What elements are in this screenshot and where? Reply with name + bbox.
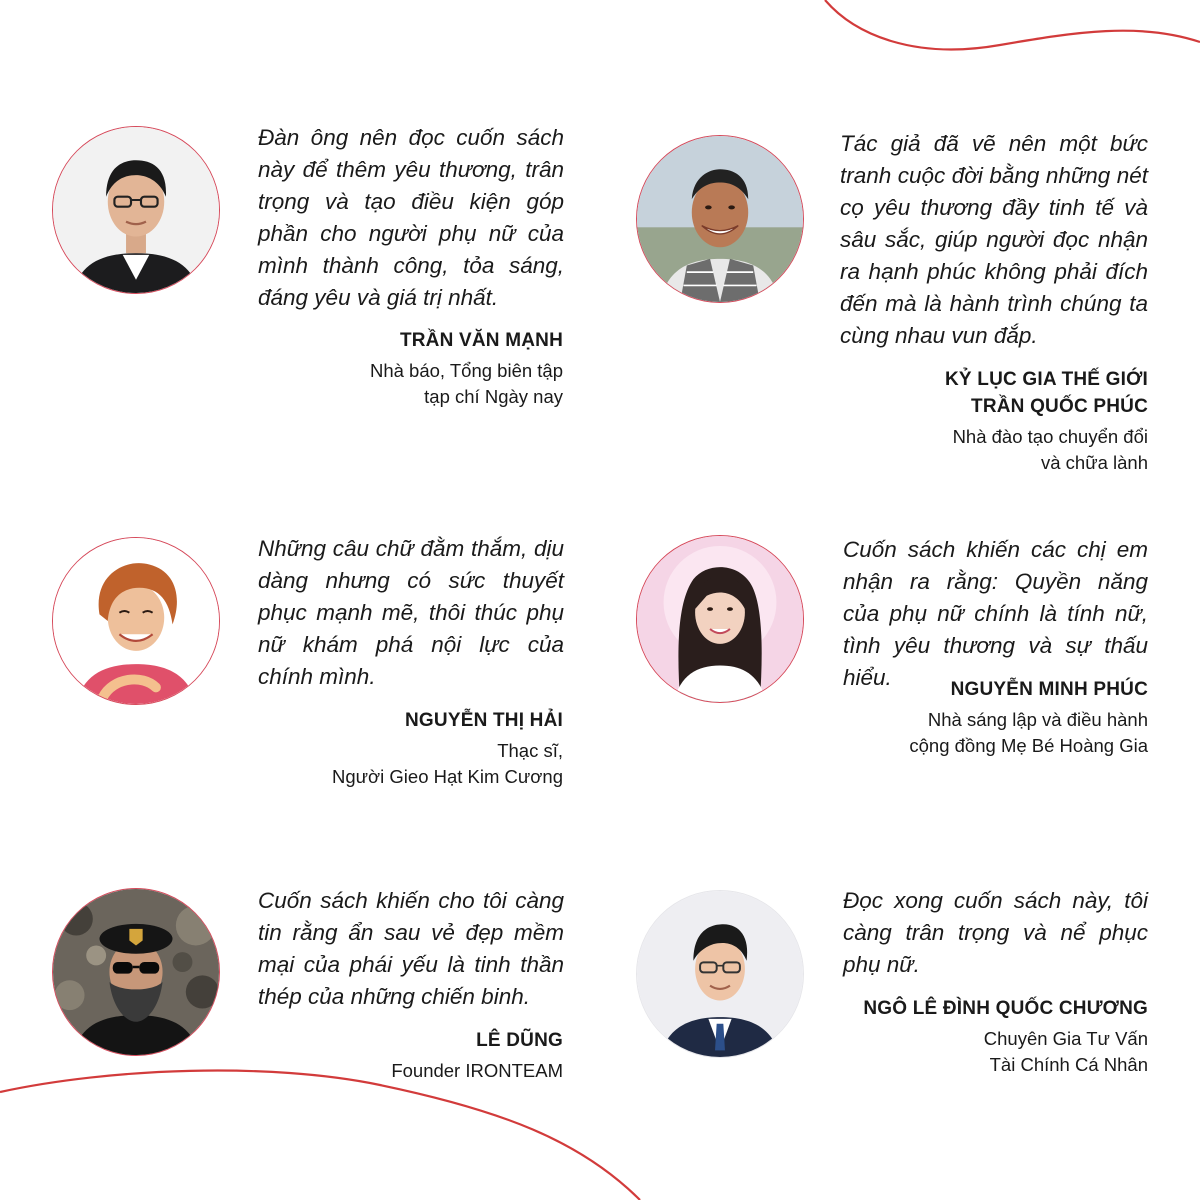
avatar-nguyen-thi-hai: [52, 537, 220, 705]
author-title: Nhà sáng lập và điều hành cộng đồng Mẹ Bé Hoàng Gia: [909, 709, 1148, 756]
avatar-tran-quoc-phuc: [636, 135, 804, 303]
quote-text: Đọc xong cuốn sách này, tôi càng trân trọng và nể phục phụ nữ.: [843, 888, 1148, 977]
avatar-nguyen-minh-phuc: [636, 535, 804, 703]
top-right-wave-line: [825, 0, 1200, 49]
avatar-tran-van-manh: [52, 126, 220, 294]
author-title: Nhà đào tạo chuyển đổi và chữa lành: [952, 426, 1148, 473]
portrait-man-glasses-dark-suit: [53, 127, 219, 293]
author-name: NGÔ LÊ ĐÌNH QUỐC CHƯƠNG: [863, 998, 1148, 1019]
author-title: Chuyên Gia Tư Vấn Tài Chính Cá Nhân: [983, 1028, 1148, 1075]
author-name: LÊ DŨNG: [476, 1030, 563, 1051]
signature-block: [250, 1027, 563, 1084]
bottom-left-wave-line: [0, 1071, 640, 1200]
author-name: NGUYỄN MINH PHÚC: [950, 679, 1148, 700]
portrait-man-glasses-navy-suit: [637, 891, 803, 1057]
author-title: Nhà báo, Tổng biên tập tạp chí Ngày nay: [369, 360, 563, 407]
quote-text: Tác giả đã vẽ nên một bức tranh cuộc đời bằng những nét cọ yêu thương đầy tinh tế và sâu sắc, giúp người đọc nhận ra hạnh phúc không phải đích đến mà là hành trình chúng ta cùng nhau vun đắp.: [840, 131, 1148, 348]
author-name: TRẦN VĂN MẠNH: [399, 330, 563, 351]
signature-block: [820, 676, 1148, 759]
signature-block: [820, 366, 1148, 476]
quote-text: Cuốn sách khiến cho tôi càng tin rằng ẩn sau vẻ đẹp mềm mại của phái yếu là tinh thần thép của những chiến binh.: [258, 888, 564, 1009]
author-name: NGUYỄN THỊ HẢI: [405, 710, 563, 731]
quote-text: Đàn ông nên đọc cuốn sách này để thêm yêu thương, trân trọng và tạo điều kiện góp phần cho người phụ nữ của mình thành công, tỏa sáng, đáng yêu và giá trị nhất.: [258, 125, 564, 310]
author-title: Founder IRONTEAM: [391, 1060, 563, 1081]
portrait-smiling-man-checkered-scarf: [637, 136, 803, 302]
portrait-woman-long-hair-pink-background: [637, 536, 803, 702]
quote-text: Những câu chữ đằm thắm, dịu dàng nhưng có sức thuyết phục mạnh mẽ, thôi thúc phụ nữ khám phá nội lực của chính mình.: [258, 536, 564, 689]
signature-block: [820, 995, 1148, 1078]
quote-text: Cuốn sách khiến các chị em nhận ra rằng: Quyền năng của phụ nữ chính là tính nữ, tình yêu thương và sự thấu hiểu.: [843, 537, 1148, 690]
author-title: Thạc sĩ, Người Gieo Hạt Kim Cương: [331, 740, 563, 787]
signature-block: [250, 707, 563, 790]
portrait-man-beret-sunglasses-camo: [53, 889, 219, 1055]
author-name: KỶ LỤC GIA THẾ GIỚI TRẦN QUỐC PHÚC: [945, 369, 1148, 417]
avatar-ngo-le-dinh-quoc-chuong: [636, 890, 804, 1058]
signature-block: [250, 327, 563, 410]
avatar-le-dung: [52, 888, 220, 1056]
portrait-woman-short-hair: [53, 538, 219, 704]
